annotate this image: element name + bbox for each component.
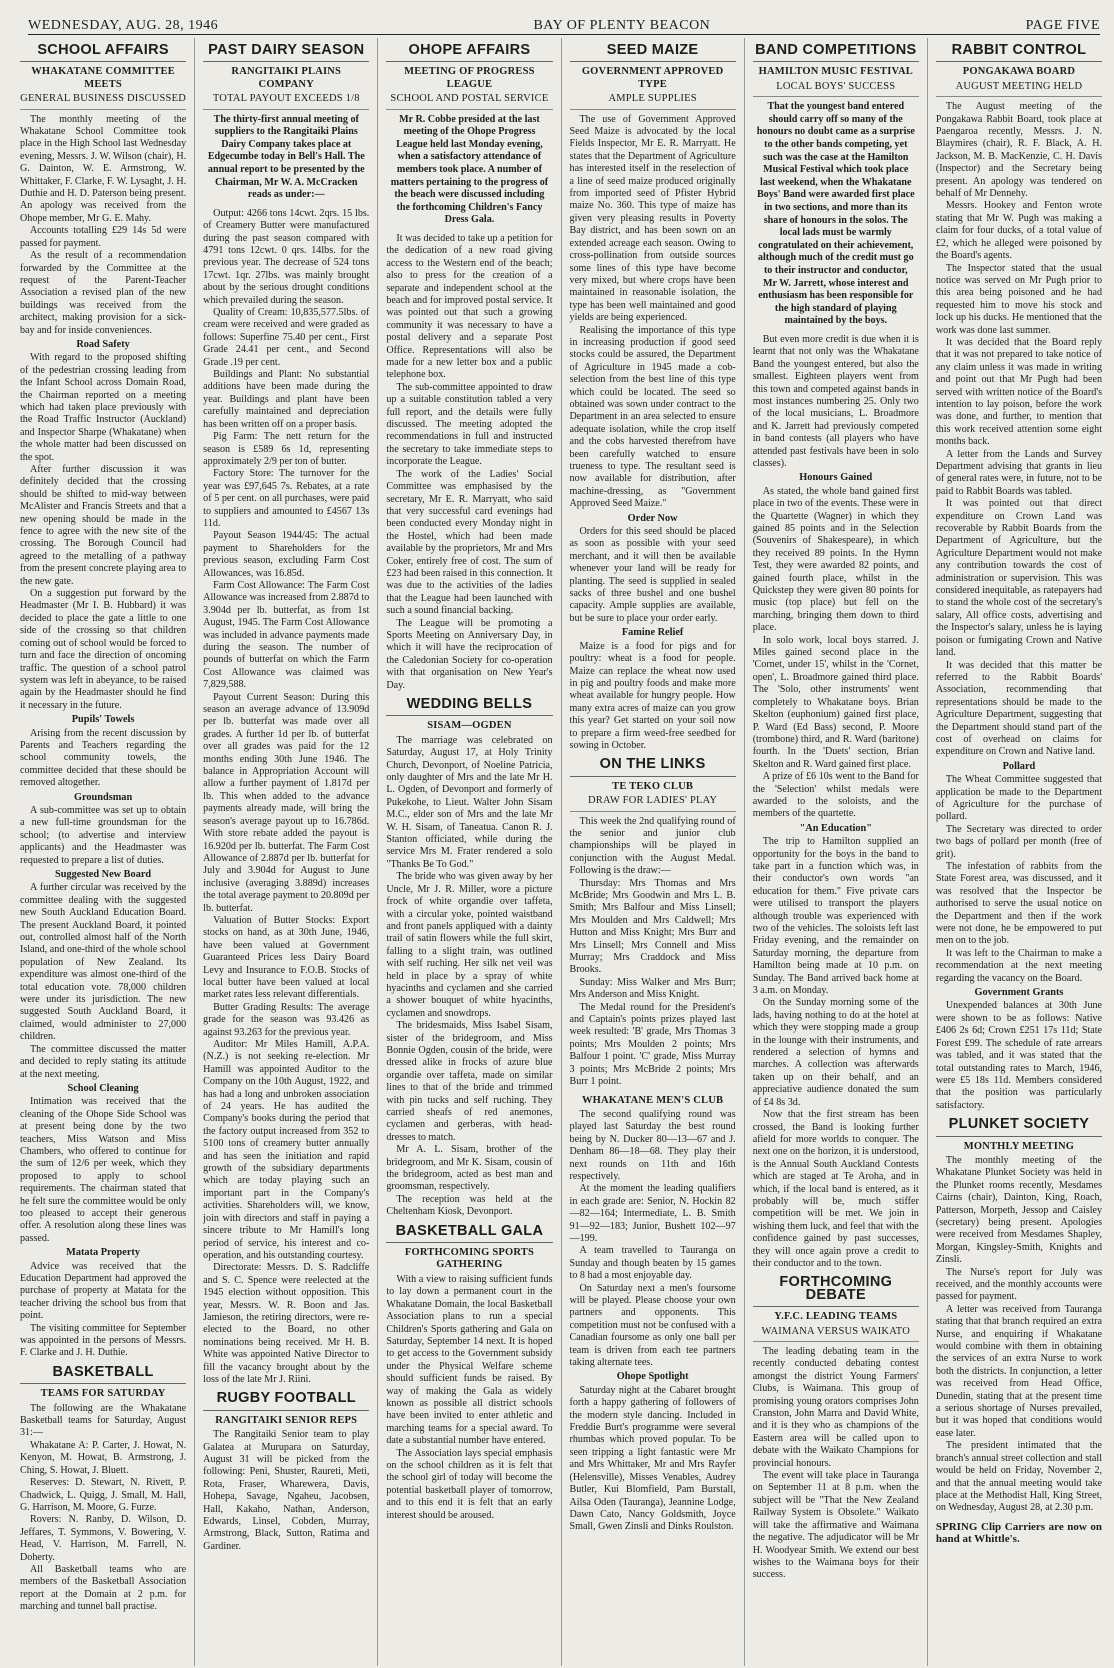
article (753, 1276, 919, 1581)
paragraph: The infestation of rabbits from the State Forest area, was discussed, and it was resolved that the Inspector be authorised to serve the usual notice on the Department and then if the work were not done, he be empowered to put men on to the job. (935, 861, 1103, 947)
article-headline: RABBIT CONTROL (936, 44, 1102, 62)
page-number: PAGE FIVE (1025, 18, 1100, 33)
paragraph: Directorate: Messrs. D. S. Radcliffe and S. C. Spence were reelected at the 1945 election without opposition. This year, Messrs. W. R. Boon and Jas. Jamieson, the retiring directors, were re-elected to the Board, no other nominations being received. Mr H. B. White was appointed Native Director to fill the vacancy brought about by the loss of the late Mr J. Riini. (203, 1262, 370, 1385)
article-headline: SCHOOL AFFAIRS (20, 44, 186, 62)
paragraph: As stated, the whole band gained first place in two of the events. These were in the Quartette (Wagner) in which they gained 85 points and in the Selection (Souvenirs of Shakespeare), in which they received 89 points. In the Hymn Test, they were awarded 82 points, and gained fourth place, whilst in the Quickstep they were given 80 points for music (top place) but fell on the marching, bringing them down to third place. (752, 485, 919, 634)
paragraph: A team travelled to Tauranga on Sunday and though beaten by 15 games to 8 had a most enjoyable day. (569, 1245, 736, 1282)
issue-date: WEDNESDAY, AUG. 28, 1946 (28, 18, 219, 33)
paragraph: Intimation was received that the cleaning of the Ohope Side School was at present being done by the two teachers, Miss Watson and Miss Chambers, who offered to continue for the sum of 12/6 per week, which they proposed to apply to school requirements. The chairman stated that he felt sure the committee would be only too pleased to accept their generous offer. A resolution along these lines was passed. (20, 1096, 187, 1244)
section-heading: Groundsman (73, 791, 133, 803)
paragraph: It was decided to take up a petition for the dedication of a new road giving access to the Western end of the beach; also to press for the creation of a separate and independent school at the beach and for improved postal service. It was pointed out that such a growing community it was necessary to have a postal delivery and a separate Post Office. Representations will also be made for a new letter box and a public telephone box. (386, 232, 553, 381)
article (386, 698, 552, 1219)
article-headline: ON THE LINKS (570, 758, 736, 776)
article (570, 758, 736, 1088)
paragraph: Auditor: Mr Miles Hamill, A.P.A. (N.Z.) is not seeking re-election. Mr Hamill was appointed Auditor to the Company on the 10th August, 1922, and has had a long and unbroken association of 24 years. He has audited the Company's books during the period that the factory output increased from 352 to 5100 tons of creamery butter annually and has seen the initiation and rapid growth of the subsidiary departments which are today playing such an important part in the Company's activities. Shareholders will, we know, join with directors and staff in paying a sincere tribute to Mr Hamill's long period of service, his interest and co-operation, and his outstanding courtesy. (203, 1039, 370, 1261)
article (386, 44, 552, 692)
paragraph: Output: 4266 tons 14cwt. 2qrs. 15 lbs. of Creamery Butter were manufactured during the past season compared with 4791 tons 12cwt. 0 qrs. 14lbs. for the previous year. The decrease of 524 tons 17cwt. 1qr. 27lbs. was mainly brought about by the serious drought conditions which prevailed during the season. (203, 207, 370, 306)
article-headline: FORTHCOMING DEBATE (753, 1276, 919, 1307)
paragraph: Rovers: N. Ranby, D. Wilson, D. Jeffares, T. Symmons, V. Bowering, V. Head, V. Harrison, M. Farrell, N. Doherty. (20, 1514, 187, 1563)
paragraph: Buildings and Plant: No substantial additions have been made during the year. Buildings and plant have been carefully maintained and depreciation has been written off on a proper basis. (203, 369, 370, 430)
paragraph: Maize is a food for pigs and for poultry: wheat is a food for people. Maize can replace the wheat now used in pig and poultry foods and make more wheat available for hungry people. How many extra acres of maize can you grow this year? Get started on your soil now to prepare a firm weed-free seedbed for sowing in October. (569, 640, 736, 751)
paragraph: The use of Government Approved Seed Maize is advocated by the local Fields Inspector, Mr E. R. Marryatt. He states that the Department of Agriculture has interested itself in the reselection of a line of seed maize produced originally from imported seed of Pfister Hybrid maize No. 360. This type of maize has given very pleasing results in Poverty Bay district, and has been sown on an extended acreage each season. Owing to cross-pollination from outside sources some lines of this type have become very mixed, but where crops have been maintained in reasonable isolation, the type has been well maintained and good yields are being experienced. (569, 113, 736, 324)
paragraph: Realising the importance of this type in increasing production if good seed stocks could be assured, the Department of Agriculture in 1945 made a cob-selection from the best line of this type which could be located. The seed so obtained was sown under contract to the Department in an area selected to ensure adequate isolation, while the crop itself and the cobs harvested therefrom have been carefully watched to ensure trueness to type. The resultant seed is now available for distribution, after machine-dressing, as "Government Approved Seed Maize." (569, 324, 736, 510)
paragraph: A further circular was received by the committee dealing with the suggested new South Auckland Education Board. The present Auckland Board, it pointed out, controlled almost half of the North Island, and one-third of the whole school population of New Zealand. Its expenditure was almost one-third of the total education vote. 78,000 children were under its jurisdiction. The new suggested South Auckland Board, it claimed, would administer to 27,000 children. (20, 882, 187, 1043)
paragraph: Unexpended balances at 30th June were shown to be as follows: Native £406 2s 6d; Crown £251 17s 11d; State Forest £99. The schedule of rate arrears was tabled, and it was stated that the total outstanding rates to March, 1946, were £5 18s 11d. Members considered that the position was particularly satisfactory. (935, 1000, 1103, 1111)
paragraph: The committee discussed the matter and decided to reply stating its attitude at the next meeting. (20, 1043, 187, 1080)
paragraph: At the moment the leading qualifiers in each grade are: Senior, N. Hockin 82—82—164; Intermediate, L. B. Smith 91—92—183; Junior, Bushett 102—97—199. (569, 1183, 736, 1244)
article-headline: PLUNKET SOCIETY (936, 1118, 1102, 1136)
article-deck: DRAW FOR LADIES' PLAY (570, 795, 736, 811)
column-3 (378, 38, 561, 1666)
article-subheadline: GOVERNMENT APPROVED TYPE (581, 66, 724, 90)
paragraph: The Rangitaiki Senior team to play Galatea at Murupara on Saturday, August 31 will be picked from the following: Peni, Shuster, Raureti, Meti, Rota, Fraser, Wharewera, Davis, Hohepa, Savage, Ngaheu, Jacobsen, Hall, Kakaho, Nathan, Anderson, Edwards, Linsel, Cobden, Murray, Armstrong, Black, Sutton, Ratima and Gardiner. (203, 1429, 370, 1552)
paragraph: It was decided that the Board reply that it was not prepared to take notice of any claim unless it was made in writing and point out that Mr Pugh had been served with written notice of the Board's intention to lay poison, before the work was done, and further, to mention that this work received attention some eight months back. (935, 336, 1103, 448)
article (570, 1095, 736, 1534)
article (753, 44, 919, 1270)
article-subheadline: TEAMS FOR SATURDAY (40, 1388, 166, 1400)
section-heading: "An Education" (799, 822, 872, 834)
paragraph: The bridesmaids, Miss Isabel Sisam, sister of the bridegroom, and Miss Bonnie Ogden, cousin of the bride, were dressed alike in frocks of azure blue organdie over taffeta, made on similar lines to that of the bride and trimmed with pin tucks and self ruching. They carried sheafs of red anemones, cyclamen and gerberas, with head-dresses to match. (386, 1020, 553, 1143)
paragraph: The Inspector stated that the usual notice was served on Mr Pugh prior to this area being poisoned and he had requested him to move his stock and lock up his ducks. He mentioned that the work was done last summer. (935, 262, 1103, 336)
column-1 (12, 38, 195, 1666)
article-subheadline: RANGITAIKI SENIOR REPS (215, 1414, 358, 1426)
paragraph: Payout Season 1944/45: The actual payment to Shareholders for the previous season, excluding Farm Cost Allowances, was 16.85d. (203, 530, 370, 579)
paragraph: Accounts totalling £29 14s 5d were passed for payment. (20, 225, 187, 249)
paragraph: The Secretary was directed to order two bags of pollard per month (free of grit). (935, 823, 1103, 860)
paragraph: Messrs. Hookey and Fenton wrote stating that Mr W. Pugh was making a claim for four ducks, of a total value of £2, which he alleged were poisoned by the Board's agents. (935, 200, 1103, 262)
article-headline: PAST DAIRY SEASON (203, 44, 369, 62)
paragraph: Thursday: Mrs Thomas and Mrs McBride; Mrs Goodwin and Mrs L. B. Smith; Mrs Balfour and Miss Linsell; Mrs Moulden and Mrs Caldwell; Mrs Hutton and Miss Knight; Mrs Burr and Mrs Linsell; Mrs Connell and Miss Murray; Mrs Craddock and Miss Brooks. (569, 877, 736, 976)
paragraph: The marriage was celebrated on Saturday, August 17, at Holy Trinity Church, Devonport, of Noeline Patricia, only daughter of Mrs and the late Mr H. L. Ogden, of Devonport and formerly of Pukekohe, to Lieut. Walter John Sisam M.C., elder son of Mrs and the late Mr W. H. Sisam, of Taneatua. Canon R. J. Stanton officiated, while during the service Mrs M. Frater rendered a solo "Thanks Be To God." (386, 734, 553, 870)
paragraph: The monthly meeting of the Whakatane Plunket Society was held in the Plunket rooms recently, Mesdames Cairns (chair), Dainton, King, Roach, Patterson, Morpeth, Jessop and Caisley (secretary) being present. Apologies were received from Mesdames Shapley, Morgan, Kingsley-Smith, Knights and Zinsli. (935, 1154, 1103, 1266)
article (936, 1118, 1102, 1515)
article (386, 1222, 553, 1522)
article-headline: BAND COMPETITIONS (753, 44, 919, 62)
section-heading: Government Grants (974, 987, 1064, 999)
paragraph: Saturday night at the Cabaret brought forth a happy gathering of followers of the modern style dancing. Included in Freddie Burt's programme were several rhumbas which proved popular. To be seen tripping a light fantastic were Mr and Mrs Whittaker, Mr and Mrs Rayfer (Helensville), Misses Venables, Audrey Butler, Kui Blomfield, Pam Burstall, Ailsa Oden (Tauranga), Jeannine Lodge, Dawn Cato, Nancy Goldsmith, Joyce Small, Gwen Zinsli and Dinks Roulston. (569, 1384, 736, 1533)
paragraph: The Nurse's report for July was received, and the monthly accounts were passed for payment. (935, 1266, 1103, 1303)
paragraph: The Wheat Committee suggested that application be made to the Department of Agriculture for the purchase of pollard. (935, 774, 1103, 823)
paragraph: On Saturday next a men's foursome will be played. Please choose your own partners and opponents. This competition must not be confused with a Canadian foursome as only one ball per team is driven from each tee partners taking alternate tees. (569, 1282, 736, 1369)
paragraph: The August meeting of the Pongakawa Rabbit Board, took place at Paengaroa recently, Messrs. J. N. Blaymires (chair), R. F. Black, A. H. Jackson, M. B. MacKenzie, C. H. Davis (Inspector) and the Secretary being present. An apology was tendered on behalf of Mr Dennehy. (935, 101, 1103, 200)
paragraph: The Medal round for the President's and Captain's points prizes played last week resulted: 'B' grade, Mrs Thomas 3 points; Mrs Moulden 2 points; Mrs Balfour 1 point. 'C' grade, Miss Murray 3 points; Mrs McBride 2 points; Mrs Burr 1 point. (569, 1001, 736, 1088)
article-deck: LOCAL BOYS' SUCCESS (753, 81, 919, 97)
paragraph: Sunday: Miss Walker and Mrs Burr; Mrs Anderson and Miss Knight. (569, 976, 736, 1001)
news-columns (12, 38, 1110, 1666)
paragraph: Payout Current Season: During this season an average advance of 13.909d per lb. butterfat was made over all grades. A further 1d per lb. of butterfat over all grades was paid for the 12 months ending 30th June 1946. The balance in Appropriation Account will allow a further payment of 1.817d per lb. This when added to the advance payments already made, will bring the season's average payout up to 16.786d. With store rebate added the payout is 16.920d per lb. butterfat. The Farm Cost Allowance of 2.887d per lb. butterfat for July and 3.904d for August to June inclusive (averaging 3.889d) increases the total average payment to 20.809d per lb. butterfat. (203, 691, 370, 914)
paragraph: The leading debating team in the recently conducted debating contest amongst the district Young Farmers' Clubs, is Waimana. This group of promising young orators comprises John Cranston, John Marra and David White, and it is they who as champions of the Eastern area will be called upon to debate with the Waikato Champions for provincial honours. (752, 1346, 919, 1469)
article-subheadline: MONTHLY MEETING (963, 1140, 1075, 1152)
paragraph: The event will take place in Tauranga on September 11 at 8 p.m. when the subject will be "That the New Zealand Railway System is Obsolete." Waikato will take the affirmative and Waimana the negative. The adjudicator will be Mr H. Woodyear Smith. We extend our best wishes to the Waimana boys for their success. (752, 1470, 919, 1581)
paragraph: The president intimated that the branch's annual street collection and stall would be held on Friday, November 2, and that the annual meeting would take place at the Methodist Hall, King Street, on Wednesday, August 28, at 2.30 p.m. (935, 1440, 1103, 1514)
paragraph: A letter from the Lands and Survey Department advising that grants in lieu of general rates were, in future, not to be paid to Rabbit Boards was tabled. (935, 448, 1103, 497)
paragraph: Valuation of Butter Stocks: Export stocks on hand, as at 30th June, 1946, have been valued at Government Guaranteed Prices less Dairy Board Levy and Insurance to F.O.B. Stocks of local butter have been valued at local market rates less relevant differentials. (203, 914, 370, 1001)
section-heading: Pollard (1002, 760, 1036, 772)
article-headline: BASKETBALL GALA (386, 1225, 552, 1243)
section-heading: Suggested New Board (55, 869, 152, 880)
paragraph: A prize of £6 10s went to the Band for the 'Selection' whilst medals were awarded to the soloists, and the members of the quartette. (752, 771, 919, 820)
paragraph: The work of the Ladies' Social Committee was emphasised by the secretary, Mr E. R. Marryatt, who said that very successful card evenings had been conducted every Monday night in the Hostel, which had been made available by the proprietors, Mr and Mrs Coker, entirely free of cost. The sum of £23 had been raised in this connection. It was due to the activities of the ladies that the League had been launched with such a sound financial backing. (386, 468, 553, 617)
paragraph: Factory Store: The turnover for the year was £97,645 7s. Rebates, at a rate of 5 per cent. on all purchases, were paid to suppliers and amounted to £4567 13s 11d. (203, 468, 370, 529)
paragraph: Whakatane A: P. Carter, J. Howat, N. Kenyon, M. Howat, B. Armstrong, J. Ching, S. Howat, J. Bluett. (20, 1439, 187, 1476)
paragraph: But even more credit is due when it is learnt that not only was the Whakatane Band the youngest entered, but also the smallest. Eighteen players went from this town and competed against bands in most instances numbering 25. Only two of the local musicians, L. Broadmore and K. Jarrett had previously competed in band contests (all players who have attended past festivals have been in solo classes). (752, 333, 919, 469)
paragraph: The following are the Whakatane Basketball teams for Saturday, August 31:— (20, 1402, 187, 1439)
section-heading: Order Now (627, 512, 678, 524)
paragraph: The monthly meeting of the Whakatane School Committee took place in the High School last Wednesday evening, Messrs. J. W. Wilson (chair), H. G. Dainton, W. E. Armstrong, W. Whittaker, F. Clarke, F. W. Lysaght, J. H. Duthie and H. D. Paterson being present. An apology was received from the Ohope member, Mr G. E. Mahy. (20, 113, 187, 224)
article-deck: AMPLE SUPPLIES (570, 93, 736, 109)
paragraph: On a suggestion put forward by the Headmaster (Mr I. B. Hubbard) it was decided to place the gate a little to one side of the crossing so that children coming out of school would be forced to turn and face the direction of oncoming traffic. The question of a school patrol system was left in abeyance, to be raised again by the Headmaster should he find it necessary in the future. (20, 588, 187, 711)
section-heading: Road Safety (76, 338, 130, 350)
paragraph: In solo work, local boys starred. J. Miles gained second place in the 'Cornet, under 15', whilst in the 'Cornet, open', L. Broadmore gained third place. The 'Solo, other instruments' went completely to Whakatane boys. Brian Skelton (euphonium) gained first place, P. Ward (Ed Bass) second, P. Moore (trombone) third, and R. Ward (baritone) fourth. In the 'Duets' section, Brian Skelton and R. Ward gained first place. (752, 634, 919, 770)
article (570, 44, 736, 752)
article (936, 44, 1102, 1112)
article-subheadline: HAMILTON MUSIC FESTIVAL (758, 66, 913, 78)
paragraph: The League will be promoting a Sports Meeting on Anniversary Day, in which it will have the reciprocation of the Caledonian Society for co-operation with that organisation on New Year's Day. (386, 617, 553, 691)
advert-note: SPRING Clip Carriers are now on hand at Whittle's. (935, 1520, 1103, 1546)
paragraph: Arising from the recent discussion by Parents and Teachers regarding the school community towels, the committee decided that these should be removed altogether. (20, 727, 187, 789)
paragraph: The Association lays special emphasis on the school children as it is felt that the school girl of today will become the potential basketball player of tomorrow, and to this end it is felt that an early interest should be aroused. (386, 1447, 553, 1521)
article-headline: WEDDING BELLS (386, 698, 552, 716)
section-heading: School Cleaning (67, 1082, 139, 1094)
article-subheadline: Y.F.C. LEADING TEAMS (774, 1311, 898, 1323)
article-lead: Mr R. Cobbe presided at the last meeting of the Ohope Progress League held last Monday evening, when a satisfactory attendance of members took place. A number of matters pertaining to the progress of the beach were discussed including the forthcoming Children's Fancy Dress Gala. (390, 113, 549, 226)
paragraph: This week the 2nd qualifying round of the senior and junior club championships will be played in conjunction with the August Medal. Following is the draw:— (569, 815, 736, 877)
paragraph: With regard to the proposed shifting of the pedestrian crossing leading from the Infant School across Domain Road, the Chairman reported on a meeting which had taken place previously with the Road Traffic Instructor (Auckland) and Inspector Sharpe (Whakatane) when the whole matter had been discussed on the spot. (20, 352, 187, 463)
paragraph: The visiting committee for September was appointed in the persons of Messrs. F. Clarke and J. H. Duthie. (20, 1322, 187, 1359)
section-heading: Honours Gained (799, 472, 873, 484)
paragraph: Quality of Cream: 10,835,577.5lbs. of cream were received and were graded as follows: Superfine 75.40 per cent., First Grade 24.41 per cent., and Second Grade .19 per cent. (203, 307, 370, 368)
newspaper-name: BAY OF PLENTY BEACON (533, 18, 711, 33)
article-subheadline: MEETING OF PROGRESS LEAGUE (404, 66, 535, 90)
article-headline: SEED MAIZE (570, 44, 736, 62)
paragraph: Butter Grading Results: The average grade for the season was 93.426 as against 93.263 for the previous year. (203, 1001, 370, 1038)
article-lead: That the youngest band entered should carry off so many of the honours no doubt came as a surprise to the other bands competing, yet such was the case at the Hamilton Musical Festival which took place last weekend, when the Whakatane Boys' Band were awarded first place in two sections, and more than its share of honours in the solos. The local lads must be warmly congratulated on their achievement, although much of the credit must go to their instructor and conductor, Mr W. Jarrett, whose interest and enthusiasm has been responsible for the high standard of playing maintained by the boys. (756, 101, 915, 327)
article-deck: AUGUST MEETING HELD (936, 81, 1102, 97)
paragraph: The trip to Hamilton supplied an opportunity for the boys in the band to take part in a function which was, in their conductor's own words "an education for them." Five private cars were utilised to transport the players although trouble was experienced with two of the vehicles. The soloists left last Friday evening, and the remainder on Saturday morning, the departure from Hamilton being made at 10 p.m. on Sunday. The Band arrived back home at 3 a.m. on Monday. (752, 836, 919, 997)
paragraph: It was left to the Chairman to make a recommendation at the next meeting regarding the vacancy on the Board. (935, 947, 1103, 984)
section-heading: Ohope Spotlight (616, 1371, 689, 1383)
article-subheadline: WHAKATANE MEN'S CLUB (581, 1094, 724, 1106)
column-5 (745, 38, 928, 1666)
paragraph: As the result of a recommendation forwarded by the Committee at the request of the Parent-Teacher Association a revised plan of the new buildings was received from the architect, making provision for a sick-bay and for inside conveniences. (20, 250, 187, 336)
article-headline: BASKETBALL (20, 1366, 186, 1384)
paragraph: After further discussion it was definitely decided that the crossing should be shifted to mid-way between McAlister and Francis Streets and that a new opening should be made in the fence to agree with the new site of the crossing. The Borough Council had agreed to the metalling of a pathway from the present concrete playing area to the new gate. (20, 464, 187, 587)
article-deck: SCHOOL AND POSTAL SERVICE (386, 93, 552, 109)
paragraph: A sub-committee was set up to obtain a new full-time groundsman for the school; (to advertise and interview applicants) and the Headmaster was requested to prepare a list of duties. (20, 804, 187, 866)
article (203, 44, 369, 1386)
article (20, 1363, 187, 1614)
article-headline: RUGBY FOOTBALL (203, 1392, 369, 1410)
paragraph: The sub-committee appointed to draw up a suitable constitution tabled a very full report, and the details were fully discussed. The meeting adopted the recommendations in full and instructed the secretary to take immediate steps to incorporate the League. (386, 381, 553, 468)
column-4 (562, 38, 745, 1666)
article-subheadline: FORTHCOMING SPORTS GATHERING (404, 1247, 535, 1271)
paragraph: On the Sunday morning some of the lads, having nothing to do at the hotel at which they were stopping made a group in the lounge with their instruments, and rendered a selection of hymns and marches. A collection was afterwards taken up on their behalf, and an appreciative audience donated the sum of £4 8s 3d. (752, 997, 919, 1108)
article-subheadline: WHAKATANE COMMITTEE MEETS (31, 66, 175, 90)
column-6 (928, 38, 1110, 1666)
section-heading: Matata Property (66, 1247, 141, 1259)
paragraph: Farm Cost Allowance: The Farm Cost Allowance was increased from 2.887d to 3.904d per lb. butterfat, as from 1st August, 1945. The Farm Cost Allowance was included in advance payments made during the season. The number of pounds of butterfat on which the Farm Cost Allowance was claimed was 7,829,588. (203, 579, 370, 691)
paragraph: Advice was received that the Education Department had approved the purchase of property at Matata for the teacher driving the school bus from that point. (20, 1260, 187, 1322)
column-2 (195, 38, 378, 1666)
masthead (28, 14, 1100, 35)
section-heading: Pupils' Towels (71, 714, 135, 726)
article-deck: TOTAL PAYOUT EXCEEDS 1/8 (203, 93, 369, 109)
paragraph: Orders for this seed should be placed as soon as possible with your seed merchant, and it will then be available whenever your land will be ready for planting. The seed is supplied in sealed sacks of three bushel and one bushel capacity. Ample supplies are available, but be sure to place your order early. (569, 526, 736, 624)
paragraph: The reception was held at the Cheltenham Kiosk, Devonport. (386, 1193, 553, 1218)
paragraph: Pig Farm: The nett return for the season is £589 6s 1d, representing approximately 2/9 per ton of butter. (203, 431, 370, 467)
article-subheadline: PONGAKAWA BOARD (962, 66, 1076, 78)
article-subheadline: TE TEKO CLUB (612, 780, 694, 792)
paragraph: Now that the first stream has been crossed, the Band is looking further afield for more worlds to conquer. The next one on the horizon, it is understood, is the Annual South Auckland Contests which are staged at Te Aroha, and in which, if the local band is entered, as it probably will be, much stiffer competition will be met. We join in wishing them luck, and feel that with the confidence gained by past successes, they will once again prove a credit to their conductor and to the town. (752, 1109, 919, 1269)
section-heading: Famine Relief (621, 627, 684, 639)
article-lead: The thirty-first annual meeting of suppliers to the Rangitaiki Plains Dairy Company takes place at Edgecumbe today in Bell's Hall. The annual report to be presented by the Chairman, Mr W. A. McCracken reads as under:— (207, 113, 365, 201)
paragraph: A letter was received from Tauranga stating that that branch required an extra Nurse, and enquiring if Whakatane would combine with them in obtaining the services of an extra Nurse to work both the districts. In conjunction, a letter was received from Head Office, Dunedin, stating that at the present time a serious shortage of Nurses prevailed, but it was hoped that conditions would ease later. (935, 1303, 1103, 1439)
paragraph: Reserves: D. Stewart, N. Rivett, P. Chadwick, L. Quigg, J. Small, M. Hall, G. Harrison, M. Moore, G. Furze. (20, 1477, 187, 1513)
paragraph: Mr A. L. Sisam, brother of the bridegroom, and Mr K. Sisam, cousin of the bridegroom, acted as best man and groomsman, respectively. (386, 1144, 553, 1193)
paragraph: It was pointed out that direct expenditure on Crown Land was recoverable by Rabbit Boards from the Department of Agriculture, but the Agriculture Department would not make any contribution towards the cost of administration or supervision. This was considered inequitable, as ratepayers had to stand the whole cost of the secretary's salary, All office costs, advertising and the Inspector's salary, unless he is laying poison or fumigating Crown and Native land. (935, 498, 1103, 659)
paragraph: The bride who was given away by her Uncle, Mr J. R. Miller, wore a picture frock of white organdie over taffeta, with a circular yoke, pointed waistband and front panels appliqued with a dainty trail of satin flowers while the full skirt, falling to a slight train, was outlined with self ruching. Her silk net veil was held in place by a spray of white hyacinths and cyclamen and she carried a shower bouquet of white hyacinths, cyclamen and snowdrops. (386, 871, 553, 1019)
article-subheadline: SISAM—OGDEN (427, 720, 512, 732)
paragraph: It was decided that this matter be referred to the Rabbit Boards' Association, recommending that representations should be made to the Agriculture Department, suggesting that the Department should stand part of the cost of overhead on claims for expenditure on Crown and Native land. (935, 659, 1103, 758)
article (203, 1392, 369, 1553)
article-subheadline: RANGITAIKI PLAINS COMPANY (231, 66, 342, 90)
article-headline: OHOPE AFFAIRS (386, 44, 552, 62)
paragraph: With a view to raising sufficient funds to lay down a permanent court in the Whakatane Domain, the local Basketball Association plans to run a special Children's Sports gathering and Gala on Saturday, September 14 next. It is hoped to get access to the Government subsidy under the Physical Welfare scheme should sufficient funds be raised. By way of making the Gala as widely known as possible all district schools have been invited to enter athletic and marching teams for a special award. To date a substantial number have entered. (386, 1273, 553, 1447)
paragraph: The second qualifying round was played last Saturday the best round being by N. Ducker 80—13—67 and J. Denham 86—18—68. They play their next rounds on 11th and 16th respectively. (569, 1108, 736, 1182)
article (20, 44, 186, 1360)
article-deck: WAIMANA VERSUS WAIKATO (753, 1326, 919, 1342)
article-deck: GENERAL BUSINESS DISCUSSED (20, 93, 186, 109)
paragraph: All Basketball teams who are members of the Basketball Association report at the Domain at 2 p.m. for marching and tunnel ball practise. (20, 1563, 187, 1613)
